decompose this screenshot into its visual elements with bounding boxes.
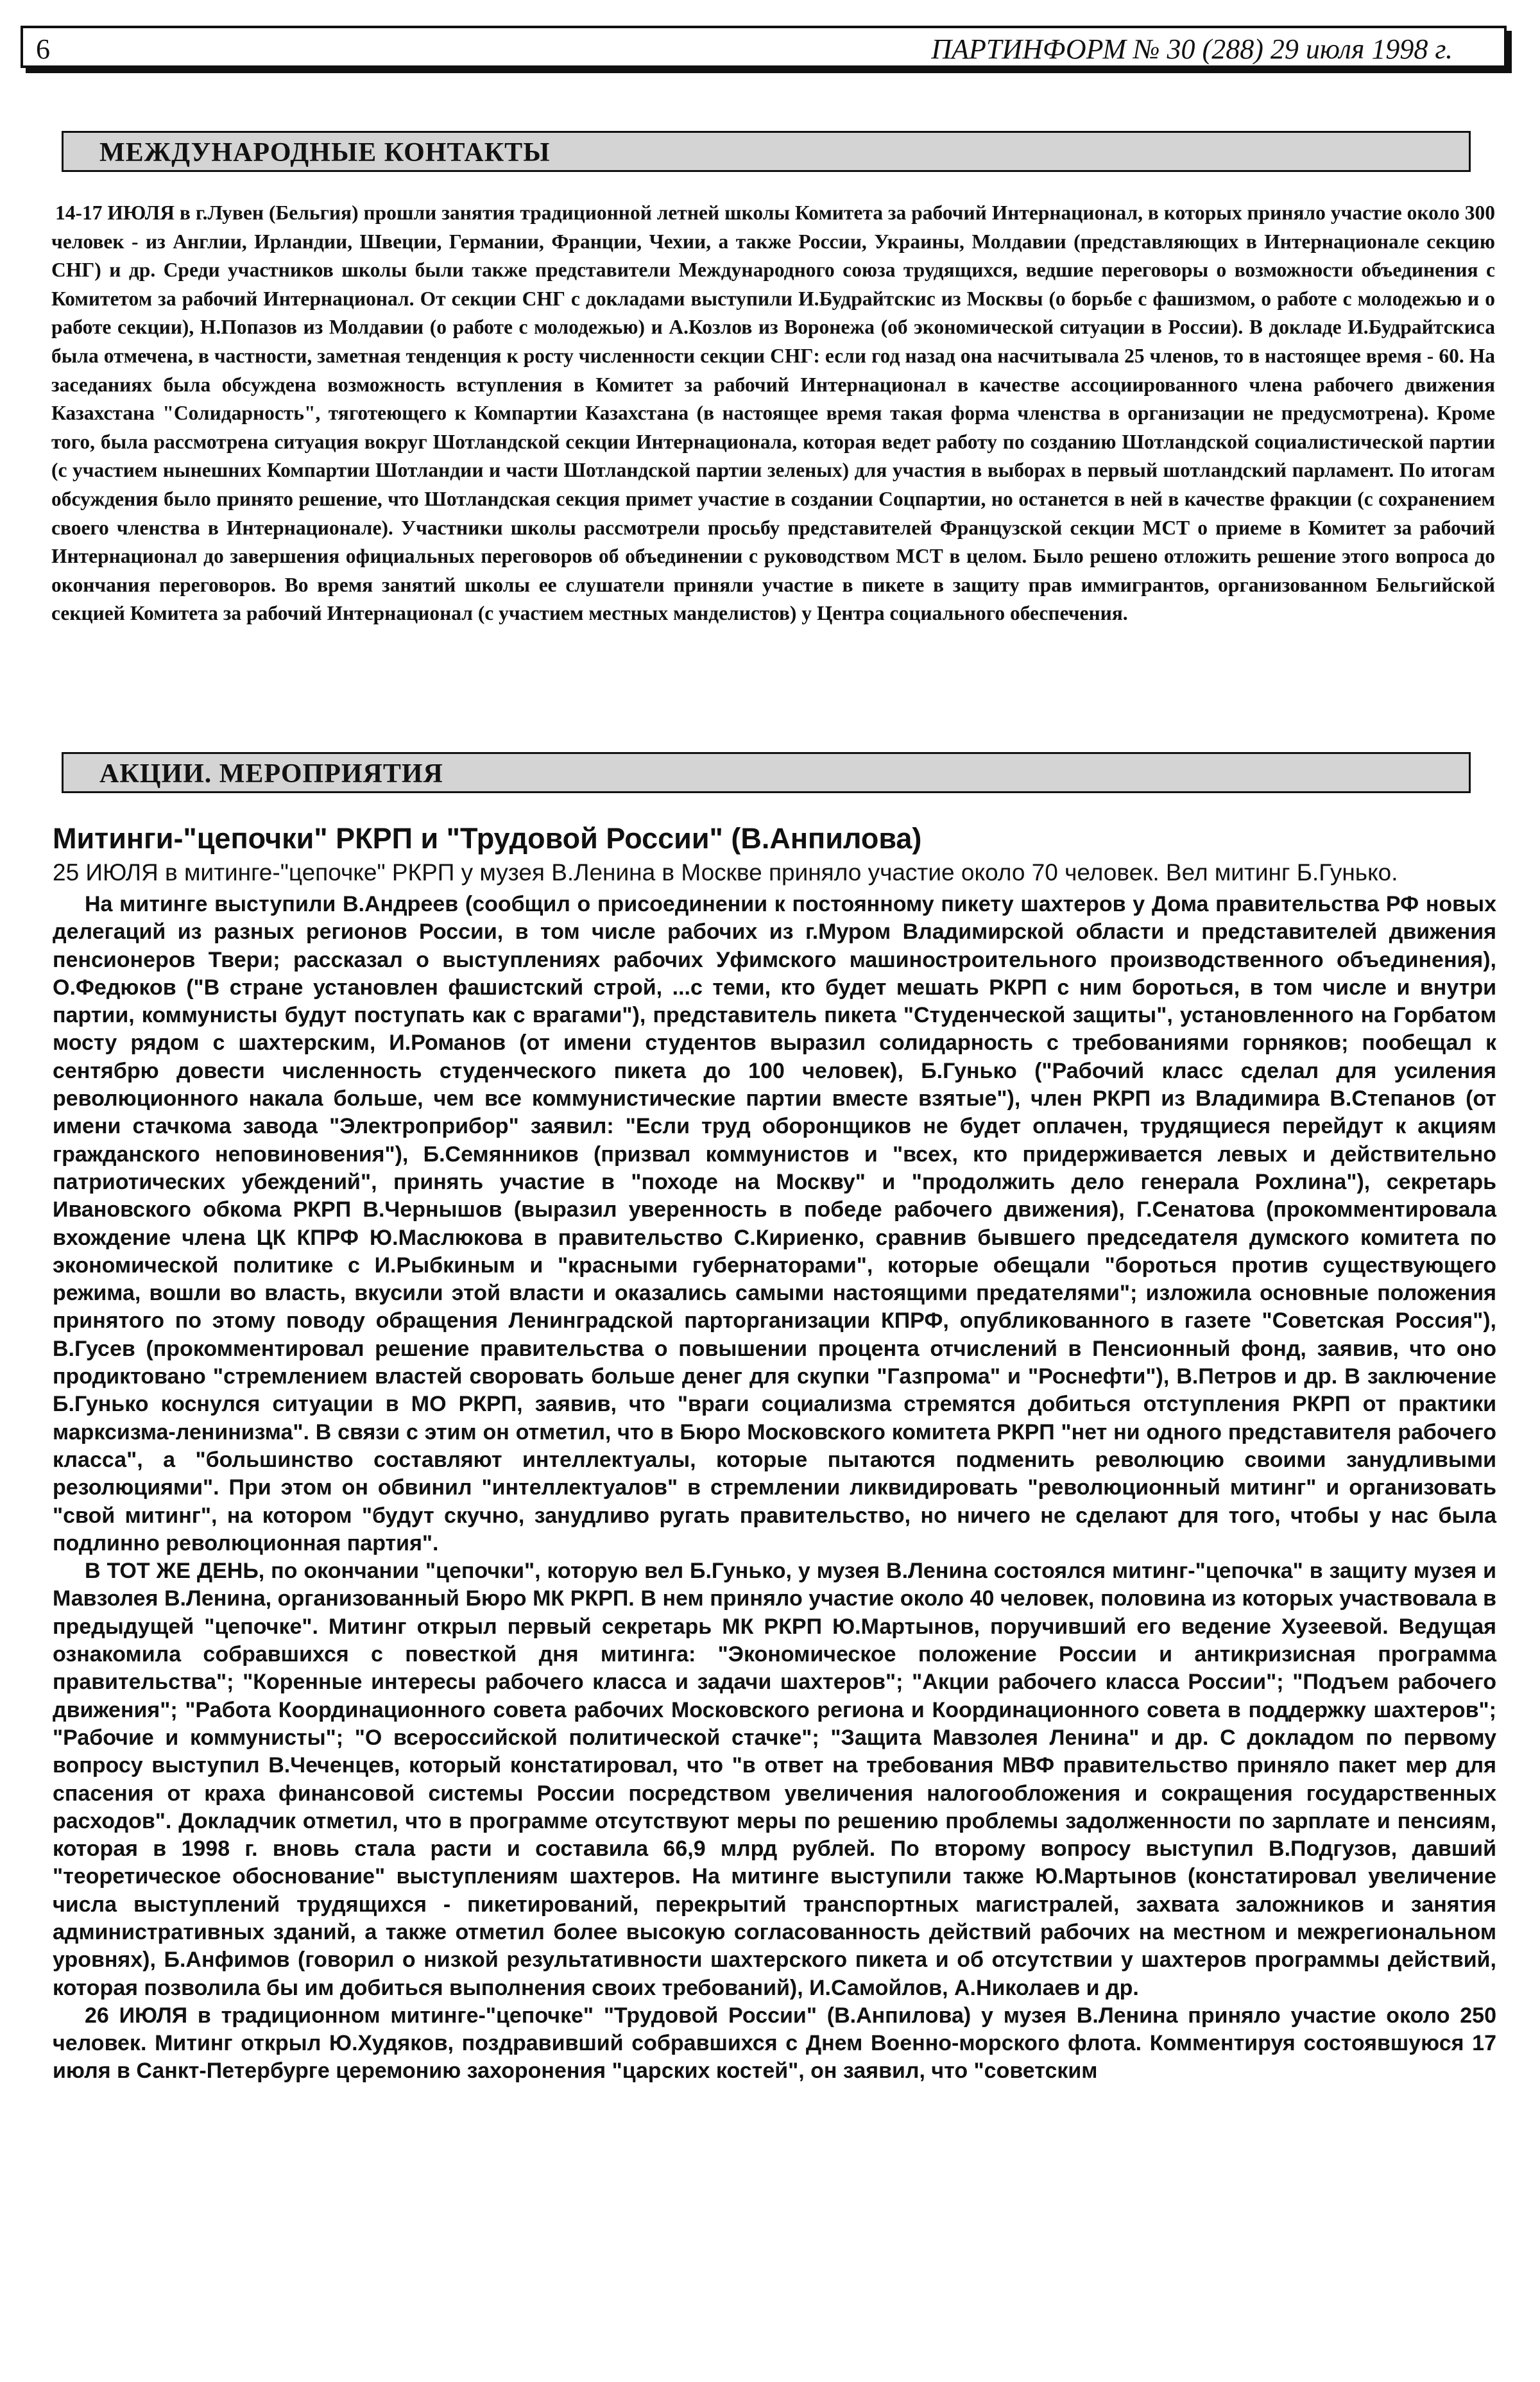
section-heading-actions (62, 752, 1471, 793)
article-rallies (53, 821, 1496, 2086)
section-title: МЕЖДУНАРОДНЫЕ КОНТАКТЫ (99, 138, 551, 167)
section-title: АКЦИИ. МЕРОПРИЯТИЯ (99, 759, 443, 789)
article-paragraph: В ТОТ ЖЕ ДЕНЬ, по окончании "цепочки", которую вел Б.Гунько, у музея В.Ленина состоялся митинг-"цепочка" в защиту музея и Мавзолея В.Ленина, организованный Бюро МК РКРП. В нем приняло участие около 40 человек, половина из которых участвовала в предыдущей "цепочке". Митинг открыл первый секретарь МК РКРП Ю.Мартынов, поручивший его ведение Хузеевой. Ведущая ознакомила собравшихся с повесткой дня митинга: "Экономическое положение России и антикризисная программа правительства"; "Коренные интересы рабочего класса и задачи шахтеров"; "Акции рабочего класса России"; "Подъем рабочего движения"; "Работа Координационного совета рабочих Московского региона и Координационного совета в поддержку шахтеров"; "Рабочие и коммунисты"; "О всероссийской политической стачке"; "Защита Мавзолея Ленина" и др. С докладом по первому вопросу выступил В.Чеченцев, который констатировал, что "в ответ на требования МВФ правительство приняло пакет мер для спасения от краха финансовой системы России посредством увеличения налогообложения и сокращения государственных расходов". Докладчик отметил, что в программе отсутствуют меры по решению проблемы задолженности по зарплате и пенсиям, которая в 1998 г. вновь стала расти и составила 66,9 млрд рублей. По второму вопросу выступил В.Подгузов, давший "теоретическое обоснование" выступлениям шахтеров. На митинге выступили также Ю.Мартынов (констатировал увеличение числа выступлений трудящихся - пикетирований, перекрытий транспортных магистралей, захвата заложников и занятия административных зданий, а также отметил более высокую согласованность действий рабочих на местном и межрегиональном уровнях), Б.Анфимов (говорил о низкой результативности шахтерского пикета и об отсутствии у шахтеров программы действий, которая позволила бы им добиться выполнения своих требований), И.Самойлов, А.Николаев и др. (53, 1559, 1496, 2000)
paragraph-international-contacts: 14-17 ИЮЛЯ в г.Лувен (Бельгия) прошли занятия традиционной летней школы Комитета за рабочий Интернационал, в которых приняло участие около 300 человек - из Англии, Ирландии, Швеции, Германии, Франции, Чехии, а также России, Украины, Молдавии (представляющих в Интернационале секцию СНГ) и др. Среди участников школы были также представители Международного союза трудящихся, ведшие переговоры о возможности объединения с Комитетом за рабочий Интернационал. От секции СНГ с докладами выступили И.Будрайтскис из Москвы (о борьбе с фашизмом, о работе с молодежью и о работе секции), Н.Попазов из Молдавии (о работе с молодежью) и А.Козлов из Воронежа (об экономической ситуации в России). В докладе И.Будрайтскиса была отмечена, в частности, заметная тенденция к росту численности секции СНГ: если год назад она насчитывала 25 членов, то в настоящее время - 60. На заседаниях была обсуждена возможность вступления в Комитет за рабочий Интернационал в качестве ассоциированного члена рабочего движения Казахстана "Солидарность", тяготеющего к Компартии Казахстана (в настоящее время такая форма членства в организации не предусмотрена). Кроме того, была рассмотрена ситуация вокруг Шотландской секции Интернационала, которая ведет работу по созданию Шотландской социалистической партии (с участием нынешних Компартии Шотландии и части Шотландской партии зеленых) для участия в выборах в первый шотландский парламент. По итогам обсуждения было принято решение, что Шотландская секция примет участие в создании Соцпартии, но останется в ней в качестве фракции (с сохранением своего членства в Интернационале). Участники школы рассмотрели просьбу представителей Французской секции МСТ о приеме в Комитет за рабочий Интернационал до завершения официальных переговоров об объединении с руководством МСТ в целом. Было решено отложить решение этого вопроса до окончания переговоров. Во время занятий школы ее слушатели приняли участие в пикете в защиту прав иммигрантов, организованном Бельгийской секцией Комитета за рабочий Интернационал (с участием местных манделистов) у Центра социального обеспечения. (51, 201, 1495, 625)
issue-line: ПАРТИНФОРМ № 30 (288) 29 июля 1998 г. (931, 33, 1453, 65)
article-title: Митинги-"цепочки" РКРП и "Трудовой России" (В.Анпилова) (53, 822, 922, 855)
article-paragraph: 26 ИЮЛЯ в традиционном митинге-"цепочке" "Трудовой России" (В.Анпилова) у музея В.Ленина приняло участие около 250 человек. Митинг открыл Ю.Худяков, поздравивший собравшихся с Днем Военно-морского флота. Комментируя состоявшуюся 17 июля в Санкт-Петербурге церемонию захоронения "царских костей", он заявил, что "советским (53, 2003, 1496, 2084)
page-number: 6 (36, 33, 50, 65)
article-paragraph: На митинге выступили В.Андреев (сообщил о присоединении к постоянному пикету шахтеров у Дома правительства РФ новых делегаций из разных регионов России, в том числе рабочих из г.Муром Владимирской области и представителей движения пенсионеров Твери; рассказал о выступлениях рабочих Уфимского машиностроительного производственного объединения), О.Федюков ("В стране установлен фашистский строй, ...с теми, кто будет мешать РКРП с ним бороться, в том числе и внутри партии, коммунисты будут поступать как с врагами"), представитель пикета "Студенческой защиты", установленного на Горбатом мосту рядом с шахтерским, И.Романов (от имени студентов выразил солидарность с требованиями горняков; пообещал к сентябрю довести численность студенческого пикета до 100 человек), Б.Гунько ("Рабочий класс сделал для усиления революционного накала больше, чем все коммунистические партии вместе взятые"), член РКРП из Владимира В.Степанов (от имени стачкома завода "Электроприбор" заявил: "Если труд оборонщиков не будет оплачен, трудящиеся перейдут к акциям гражданского неповиновения"), Б.Семянников (призвал коммунистов и "всех, кто придерживается левых и действительно патриотических убеждений", принять участие в "походе на Москву" и "продолжить дело генерала Рохлина"), секретарь Ивановского обкома РКРП В.Чернышов (выразил уверенность в победе рабочего движения), Г.Сенатова (прокомментировала вхождение члена ЦК КПРФ Ю.Маслюкова в правительство С.Кириенко, сравнив бывшего председателя думского комитета по экономической политике с И.Рыбкиным и "красными губернаторами", которые обещали "бороться против существующего режима, вошли во власть, вкусили этой власти и оказались самыми настоящими предателями"; изложила основные положения принятого по этому поводу обращения Ленинградской парторганизации КПРФ, опубликованного в газете "Советская Россия"), В.Гусев (прокомментировал решение правительства о повышении процента отчислений в Пенсионный фонд, заявив, что оно продиктовано "стремлением властей своровать больше денег для скупки "Газпрома" и "Роснефти"), В.Петров и др. В заключение Б.Гунько коснулся ситуации в МО РКРП, заявив, что "враги социализма стремятся добиться отступления РКРП от практики марксизма-ленинизма". В связи с этим он отметил, что в Бюро Московского комитета РКРП "нет ни одного представителя рабочего класса", а "большинство составляют интеллектуалы, которые пытаются подменить революцию своими занудливыми резолюциями". При этом он обвинил "интеллектуалов" в стремлении ликвидировать "революционный митинг" и организовать "свой митинг", на котором "будут скучно, занудливо ругать правительство, но ничего не сделают для того, чтобы у нас была подлинно революционная партия". (53, 892, 1496, 1555)
article-lead: 25 ИЮЛЯ в митинге-"цепочке" РКРП у музея В.Ленина в Москве приняло участие около 70 человек. Вел митинг Б.Гунько. (53, 859, 1398, 886)
section-heading-international (62, 131, 1471, 172)
page-header (21, 26, 1507, 68)
